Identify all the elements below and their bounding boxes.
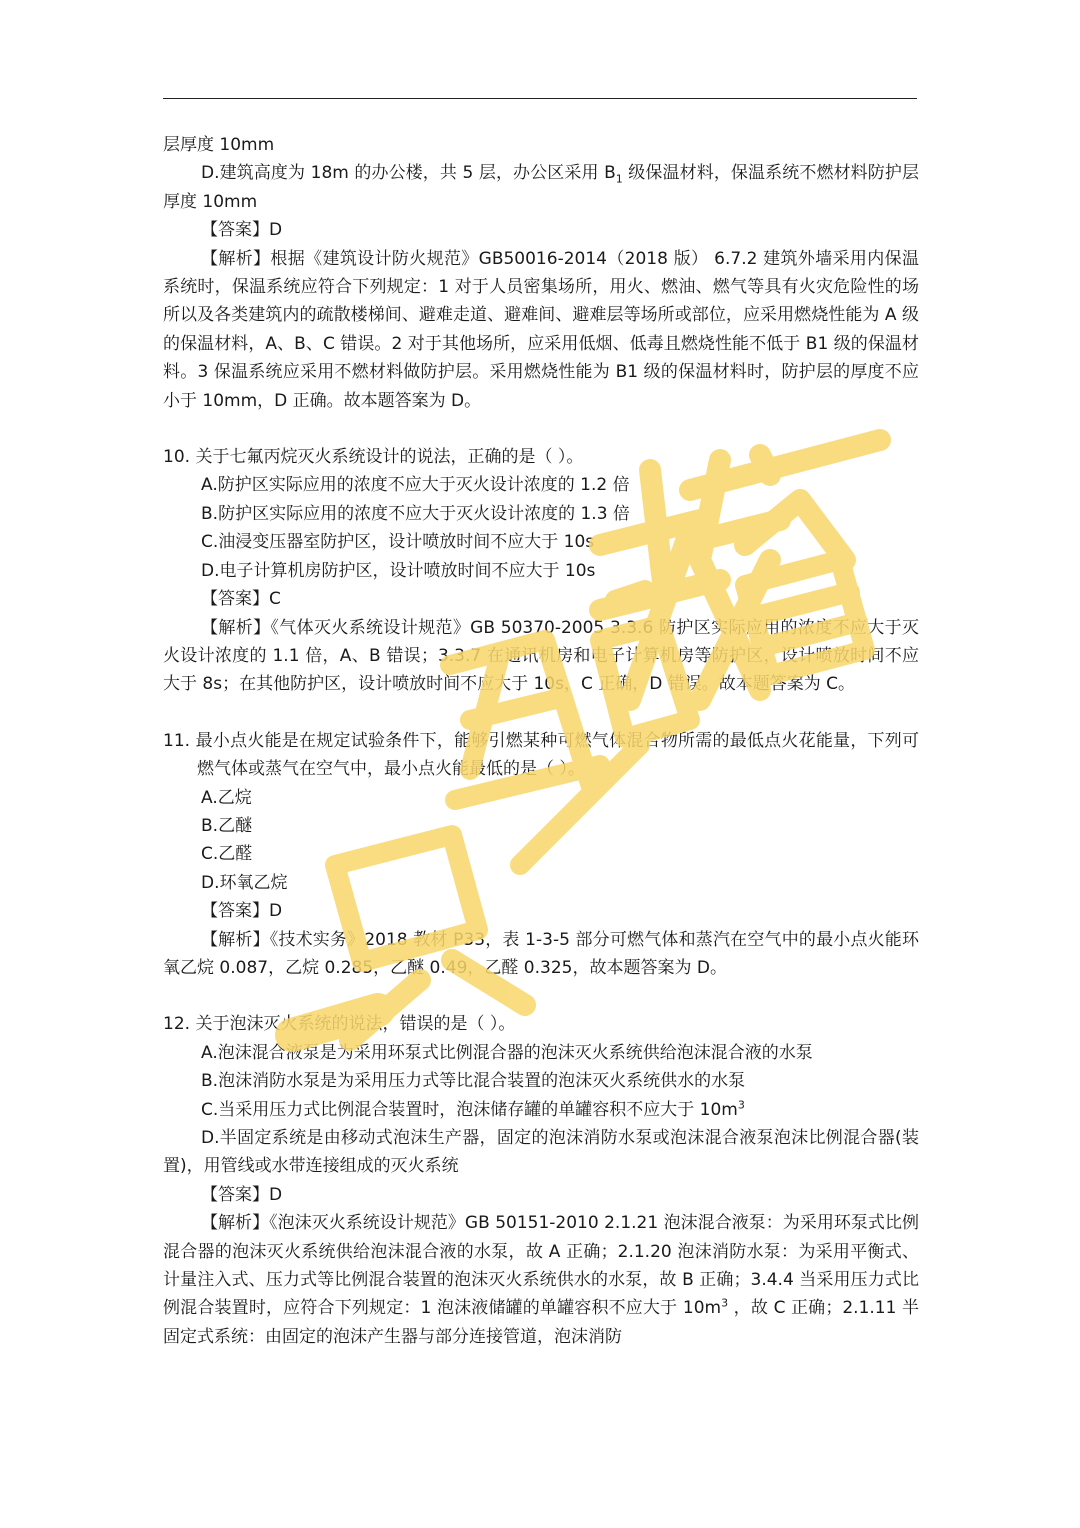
option-b: B.防护区实际应用的浓度不应大于灭火设计浓度的 1.3 倍 <box>201 503 630 524</box>
question-12 <box>163 1010 919 1351</box>
header-rule <box>163 98 917 99</box>
answer: 【答案】D <box>201 901 283 922</box>
option-d: D.电子计算机房防护区，设计喷放时间不应大于 10s <box>201 560 596 581</box>
option-d: D.建筑高度为 18m 的办公楼，共 5 层，办公区采用 $B_1$ 级保温材料，保温系统不燃材料防护层厚度 10mm <box>163 163 919 212</box>
option-c: C.乙醛 <box>201 844 253 865</box>
analysis: 【解析】根据《建筑设计防火规范》GB50016-2014（2018 版） 6.7.2 建筑外墙采用内保温系统时，保温系统应符合下列规定：1 对于人员密集场所，用火、燃油、燃气等具有火灾危险性的场所以及各类建筑内的疏散楼梯间、避难走道、避难间、避难层等场所或部位，应采用燃烧性能为 A 级的保温材料，A、B、C 错误。2 对于其他场所，应采用低烟、低毒且燃烧性能不低于 B1 级的保温材料。3 保温系统应采用不燃材料做防护层。采用燃烧性能为 B1 级的保温材料时，防护层的厚度不应小于 10mm，D 正确。故本题答案为 D。 <box>163 248 919 411</box>
option-a: A.防护区实际应用的浓度不应大于灭火设计浓度的 1.2 倍 <box>201 475 630 496</box>
question-title: 12. 关于泡沫灭火系统的说法，错误的是（ ）。 <box>163 1014 516 1035</box>
option-c: C.油浸变压器室防护区，设计喷放时间不应大于 10s <box>201 532 595 553</box>
document-body <box>163 131 919 1351</box>
option-a: A.泡沫混合液泵是为采用环泵式比例混合器的泡沫灭火系统供给泡沫混合液的水泵 <box>201 1042 813 1063</box>
analysis: 【解析】《泡沫灭火系统设计规范》GB 50151-2010 2.1.21 泡沫混合液泵：为采用环泵式比例混合器的泡沫灭火系统供给泡沫混合液的水泵，故 A 正确；2.1.20 泡沫消防水泵：为采用平衡式、计量注入式、压力式等比例混合装置的泡沫灭火系统供水的水泵，故 B 正确；3.4.4 当采用压力式比例混合装置时，应符合下列规定：1 泡沫液储罐的单罐容积不应大于 $10m^3$ ，故 C 正确；2.1.11 半固定式系统：由固定的泡沫产生器与部分连接管道，泡沫消防 <box>163 1213 919 1347</box>
option-c: C.当采用压力式比例混合装置时，泡沫储存罐的单罐容积不应大于 $10m^3$ <box>201 1097 745 1120</box>
question-11 <box>163 727 919 983</box>
answer: 【答案】C <box>201 589 281 610</box>
question-10 <box>163 443 919 699</box>
question-title: 11. 最小点火能是在规定试验条件下，能够引燃某种可燃气体混合物所需的最低点火花能量，下列可燃气体或蒸气在空气中，最小点火能最低的是（ ）。 <box>163 730 919 780</box>
answer: 【答案】D <box>201 1184 283 1205</box>
question-title: 10. 关于七氟丙烷灭火系统设计的说法，正确的是（ ）。 <box>163 447 584 468</box>
analysis: 【解析】《技术实务》2018 教材 P33，表 1-3-5 部分可燃气体和蒸汽在空气中的最小点火能环氧乙烷 0.087，乙烷 0.285，乙醚 0.49，乙醛 0.325，故本题答案为 D。 <box>163 929 919 978</box>
option-d: D.半固定系统是由移动式泡沫生产器，固定的泡沫消防水泵或泡沫混合液泵泡沫比例混合器(装置)，用管线或水带连接组成的灭火系统 <box>163 1128 919 1177</box>
answer: 【答案】D <box>201 220 283 241</box>
option-b: B.乙醚 <box>201 815 253 836</box>
option-c-tail: 层厚度 10mm <box>163 135 275 155</box>
option-d: D.环氧乙烷 <box>201 872 288 893</box>
option-b: B.泡沫消防水泵是为采用压力式等比混合装置的泡沫灭火系统供水的水泵 <box>201 1071 746 1092</box>
analysis: 【解析】《气体灭火系统设计规范》GB 50370-2005 3.3.6 防护区实际应用的浓度不应大于灭火设计浓度的 1.1 倍，A、B 错误；3.3.7 在通讯机房和电子计算机房等防护区，设计喷放时间不应大于 8s；在其他防护区，设计喷放时间不应大于 10s，C 正确，D 错误。故本题答案为 C。 <box>163 617 919 695</box>
question-9-tail <box>163 131 919 415</box>
option-a: A.乙烷 <box>201 787 252 808</box>
